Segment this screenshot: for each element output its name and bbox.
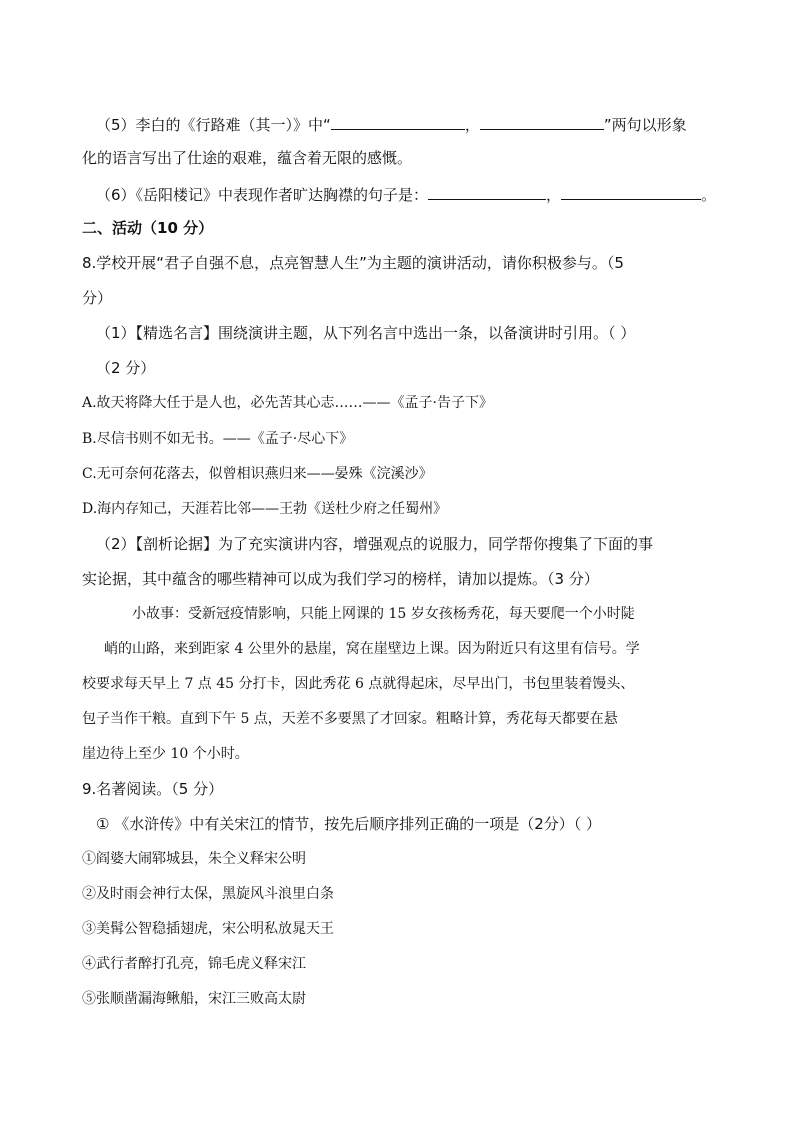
q5-blank-2[interactable] xyxy=(480,113,604,130)
q5-separator: ， xyxy=(464,116,480,134)
q5-text-start: （5）李白的《行路难（其一）》中“ xyxy=(96,116,331,134)
q8-intro-line2: 分） xyxy=(82,289,113,307)
plot-item: ②及时雨会神行太保，黑旋风斗浪里白条 xyxy=(82,886,334,902)
q6-text-end: 。 xyxy=(701,186,717,204)
q9-sub1: ① 《水浒传》中有关宋江的情节，按先后顺序排列正确的一项是（2分）（ ） xyxy=(96,815,602,833)
q6-text-start: （6）《岳阳楼记》中表现作者旷达胸襟的句子是： xyxy=(96,186,429,204)
story-line: 崖边待上至少 10 个小时。 xyxy=(82,746,249,762)
option-b[interactable]: B.尽信书则不如无书。——《孟子·尽心下》 xyxy=(82,431,354,447)
plot-item: ③美髯公智稳插翅虎，宋公明私放晁天王 xyxy=(82,921,334,937)
q6-separator: ， xyxy=(546,186,562,204)
story-line: 包子当作干粮。直到下午 5 点，天差不多要黑了才回家。粗略计算，秀花每天都要在悬 xyxy=(82,711,618,727)
story-line: 峭的山路，来到距家 4 公里外的悬崖，窝在崖壁边上课。因为附近只有这里有信号。学 xyxy=(104,641,640,657)
q5-text-end: ”两句以形象 xyxy=(603,116,687,134)
section-heading: 二、活动（10 分） xyxy=(82,219,214,237)
q8-sub2-line1: （2）【剖析论据】为了充实演讲内容，增强观点的说服力，同学帮你搜集了下面的事 xyxy=(96,535,654,553)
q6-blank-1[interactable] xyxy=(428,183,546,200)
plot-item: ④武行者醉打孔亮，锦毛虎义释宋江 xyxy=(82,956,306,972)
option-a[interactable]: A.故天将降大任于是人也，必先苦其心志……——《孟子·告子下》 xyxy=(82,395,494,411)
q8-sub2-line2: 实论据，其中蕴含的哪些精神可以成为我们学习的榜样，请加以提炼。（3 分） xyxy=(82,570,599,588)
q9-heading: 9.名著阅读。（5 分） xyxy=(82,780,224,798)
q8-intro-line1: 8.学校开展“君子自强不息，点亮智慧人生”为主题的演讲活动，请你积极参与。（5 xyxy=(82,254,624,272)
option-d[interactable]: D.海内存知己，天涯若比邻——王勃《送杜少府之任蜀州》 xyxy=(82,501,448,517)
option-c[interactable]: C.无可奈何花落去，似曾相识燕归来——晏殊《浣溪沙》 xyxy=(82,466,433,482)
q5-blank-1[interactable] xyxy=(331,113,465,130)
q5-line2: 化的语言写出了仕途的艰难，蕴含着无限的感慨。 xyxy=(82,149,413,167)
q6-blank-2[interactable] xyxy=(561,183,701,200)
q5-line1 xyxy=(96,113,687,136)
story-line: 校要求每天早上 7 点 45 分打卡，因此秀花 6 点就得起床，尽早出门，书包里装着馒头、 xyxy=(82,676,635,692)
story-line: 小故事：受新冠疫情影响，只能上网课的 15 岁女孩杨秀花，每天要爬一个小时陡 xyxy=(132,606,635,622)
plot-item: ⑤张顺凿漏海鳅船，宋江三败高太尉 xyxy=(82,991,306,1007)
q8-sub1-line1: （1）【精选名言】围绕演讲主题，从下列名言中选出一条，以备演讲时引用。（ ） xyxy=(96,324,636,342)
q8-sub1-line2: （2 分） xyxy=(96,359,156,377)
plot-item: ①阎婆大闹郓城县，朱仝义释宋公明 xyxy=(82,851,306,867)
q6-line xyxy=(96,183,716,206)
